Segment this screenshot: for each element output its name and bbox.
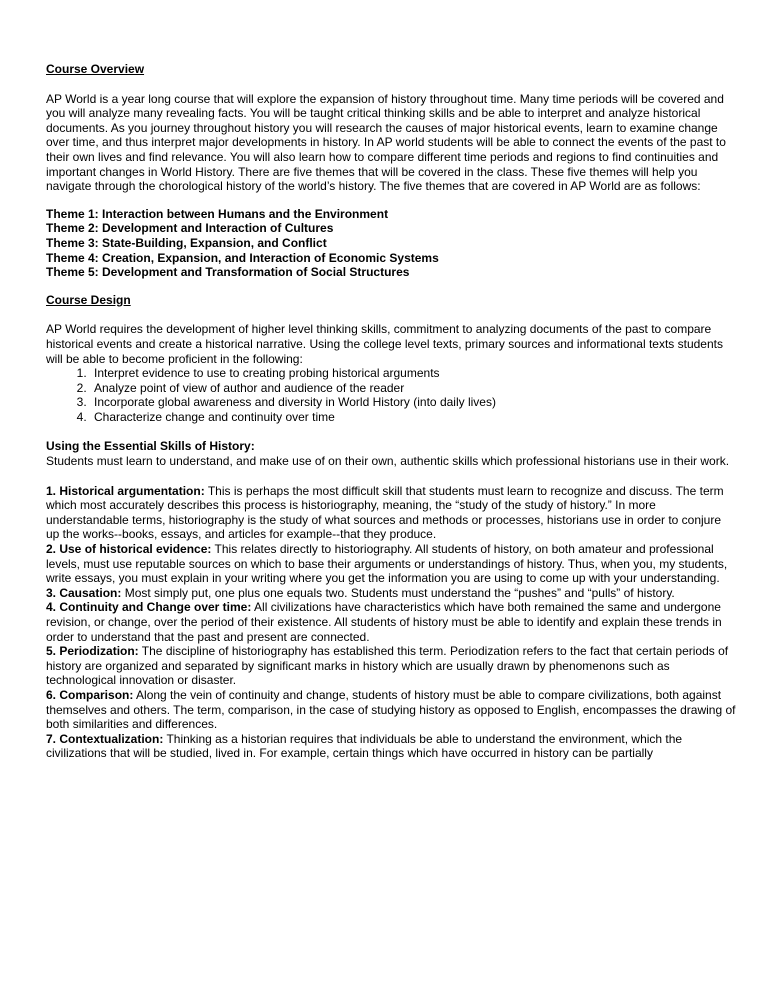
- theme-item: Theme 2: Development and Interaction of Cultures: [46, 221, 334, 236]
- theme-item: Theme 3: State-Building, Expansion, and Conflict: [46, 235, 327, 250]
- skill-text: The discipline of historiography has established this term. Periodization refers to the fact that certain periods of history are organized and separated by significant marks in history which are usually drawn by phenomenons such as technological innovation or disaster.: [46, 644, 729, 688]
- skill-title: 5. Periodization:: [46, 644, 139, 659]
- list-item: 3. Incorporate global awareness and diversity in World History (into daily lives): [90, 395, 736, 410]
- course-overview-heading: Course Overview: [46, 62, 145, 76]
- list-item: 4. Characterize change and continuity over time: [90, 410, 736, 425]
- essential-skills-heading: Using the Essential Skills of History:: [46, 439, 255, 454]
- theme-item: Theme 4: Creation, Expansion, and Interaction of Economic Systems: [46, 250, 439, 265]
- skill-text: This relates directly to historiography. All students of history, on both amateur and professional levels, must use reputable sources on which to base their arguments or understandings of history. Thus, when you, my students, write essays, you must explain in your writing where you get the information you are using to come up with your understanding.: [46, 542, 728, 586]
- skill-item: [46, 688, 736, 732]
- theme-item: Theme 1: Interaction between Humans and the Environment: [46, 206, 389, 221]
- document-page: [46, 62, 736, 761]
- list-item: 1. Interpret evidence to use to creating probing historical arguments: [90, 366, 736, 381]
- skill-title: 3. Causation:: [46, 585, 122, 600]
- skill-title: 4. Continuity and Change over time:: [46, 600, 252, 615]
- course-design-paragraph: AP World requires the development of higher level thinking skills, commitment to analyzing documents of the past to compare historical events and create a historical narrative. Using the college level texts, primary sources and informational texts students will be able to become proficient in the following:: [46, 322, 723, 366]
- skill-item: [46, 600, 736, 644]
- skill-title: 2. Use of historical evidence:: [46, 542, 212, 557]
- theme-item: Theme 5: Development and Transformation of Social Structures: [46, 265, 410, 280]
- skill-item: [46, 484, 736, 542]
- course-overview-paragraph: AP World is a year long course that will explore the expansion of history throughout time. Many time periods will be covered and you will analyze many revealing facts. You will be taught critical thinking skills and be able to interpret and analyze historical documents. As you journey throughout history you will research the causes of major historical events, learn to examine change over time, and thus interpret major developments in history. In AP world students will be able to connect the events of the past to their own lives and find relevance. You will also learn how to compare different time periods and regions to find continuities and important changes in World History. There are five themes that will be covered in the class. These five themes will help you navigate through the chorological history of the world’s history. The five themes that are covered in AP World are as follows:: [46, 91, 726, 194]
- themes-list: [46, 207, 736, 280]
- skill-text: Along the vein of continuity and change, students of history must be able to compare civilizations, both against themselves and others. The term, comparison, in the case of studying history as opposed to English, encompasses the drawing of both similarities and differences.: [46, 687, 736, 732]
- skill-item: [46, 586, 736, 601]
- course-design-heading: Course Design: [46, 292, 131, 307]
- skill-title: 1. Historical argumentation:: [46, 483, 205, 498]
- skill-title: 6. Comparison:: [46, 687, 134, 702]
- proficiency-list: [46, 366, 736, 424]
- skill-text: Most simply put, one plus one equals two. Students must understand the “pushes” and “pulls” of history.: [121, 585, 675, 600]
- skill-text: This is perhaps the most difficult skill that students must learn to recognize and discuss. The term which most accurately describes this process is historiography, meaning, the “study of the study of history.” In more understandable terms, historiography is the study of what sources and methods or processes, historians use in order to conjure up the works--books, essays, and articles for example--that they produce.: [46, 483, 724, 542]
- skill-item: [46, 732, 736, 761]
- essential-skills-intro: Students must learn to understand, and make use of on their own, authentic skills which professional historians use in their work.: [46, 454, 730, 469]
- list-item: 2. Analyze point of view of author and audience of the reader: [90, 381, 736, 396]
- skill-item: [46, 644, 736, 688]
- skill-text: All civilizations have characteristics which have both remained the same and undergone revision, or change, over the period of their existence. All students of history must be able to identify and explain these trends in order to understand that the past and present are connected.: [46, 600, 722, 644]
- skill-item: [46, 542, 736, 586]
- skill-text: Thinking as a historian requires that individuals be able to understand the environment, which the civilizations that will be studied, lived in. For example, certain things which have occurred in history can be partially: [46, 731, 683, 761]
- skill-title: 7. Contextualization:: [46, 731, 164, 746]
